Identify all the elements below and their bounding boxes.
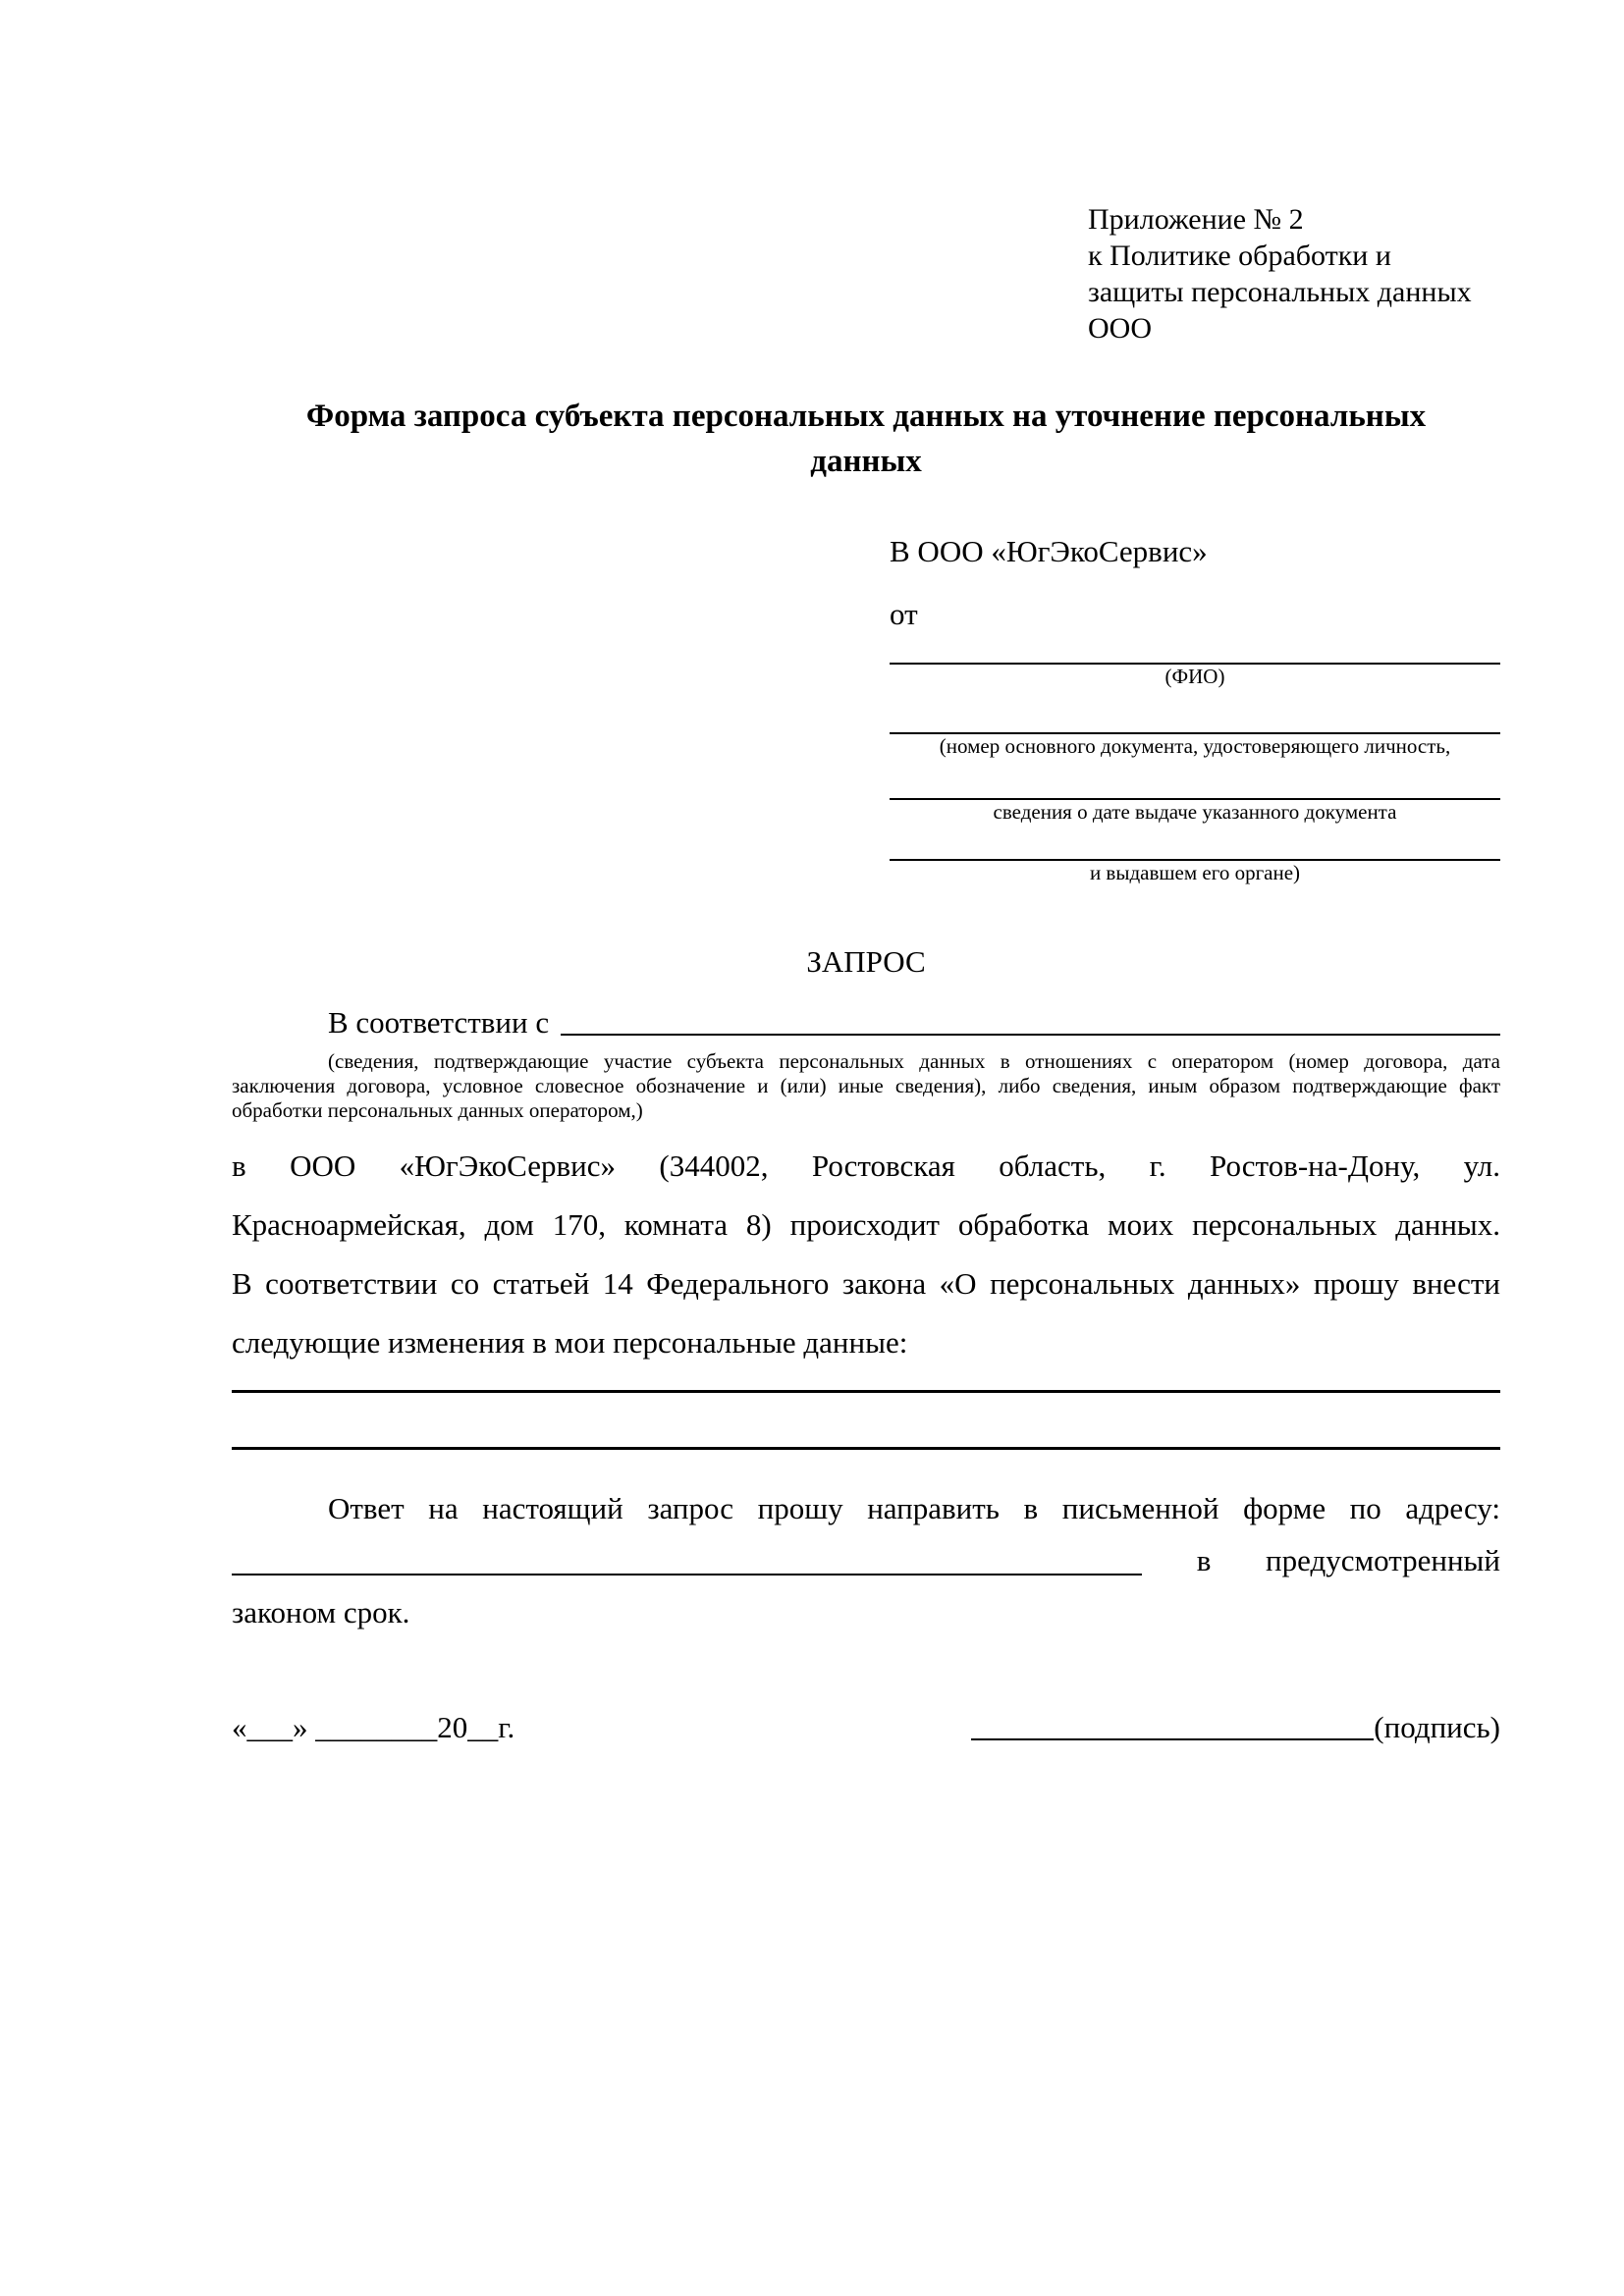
appendix-line: к Политике обработки и bbox=[1088, 240, 1391, 272]
accordance-line bbox=[232, 1004, 1500, 1041]
accordance-fill-line bbox=[561, 1034, 1500, 1036]
signature-caption: (подпись) bbox=[1374, 1710, 1500, 1744]
body-line: в ООО «ЮгЭкоСервис» (344002, Ростовская область, г. Ростов-на-Дону, ул. bbox=[232, 1148, 1500, 1183]
appendix-reference-block bbox=[1088, 201, 1500, 347]
document-number-caption: (номер основного документа, удостоверяющего личность, bbox=[939, 734, 1451, 758]
reply-word-predusmotrenny: предусмотренный bbox=[1266, 1543, 1500, 1577]
address-fill-line bbox=[232, 1574, 1142, 1575]
reply-word-v: в bbox=[1196, 1543, 1212, 1577]
document-title: Форма запроса субъекта персональных данных на уточнение персональных данных bbox=[305, 399, 1427, 479]
addressee-to: В ООО «ЮгЭкоСервис» bbox=[890, 534, 1208, 568]
body-paragraph bbox=[232, 1137, 1500, 1372]
body-line: следующие изменения в мои персональные данные: bbox=[232, 1325, 908, 1360]
reply-line-3: законом срок. bbox=[232, 1595, 410, 1629]
addressee-block bbox=[890, 533, 1500, 884]
addressee-from-label: от bbox=[890, 597, 918, 631]
accordance-caption bbox=[232, 1049, 1500, 1123]
accordance-lead: В соответствии с bbox=[328, 1005, 550, 1040]
issue-date-caption: сведения о дате выдаче указанного документа bbox=[993, 800, 1397, 824]
issuing-authority-caption: и выдавшем его органе) bbox=[1089, 861, 1301, 884]
accordance-caption-line: заключения договора, условное словесное обозначение и (или) иные сведения), либо сведения, иным образом подтверждающие факт bbox=[232, 1074, 1500, 1097]
body-line: Красноармейская, дом 170, комната 8) происходит обработка моих персональных данных. bbox=[232, 1207, 1500, 1242]
changes-fill-line-2 bbox=[232, 1393, 1500, 1450]
appendix-line: защиты персональных данных bbox=[1088, 276, 1472, 308]
signature-row bbox=[232, 1709, 1500, 1746]
changes-fill-line-1 bbox=[232, 1372, 1500, 1393]
signature-group bbox=[971, 1709, 1500, 1746]
accordance-caption-line: (сведения, подтверждающие участие субъекта персональных данных в отношениях с оператором (номер договора, дата bbox=[328, 1049, 1500, 1073]
request-heading: ЗАПРОС bbox=[806, 944, 926, 979]
accordance-caption-line: обработки персональных данных оператором,) bbox=[232, 1098, 643, 1122]
body-line: В соответствии со статьей 14 Федерального закона «О персональных данных» прошу внести bbox=[232, 1266, 1500, 1301]
fio-caption: (ФИО) bbox=[1164, 665, 1225, 688]
appendix-line: ООО bbox=[1088, 312, 1152, 345]
appendix-line: Приложение № 2 bbox=[1088, 203, 1304, 236]
reply-line-2 bbox=[232, 1538, 1500, 1583]
date-blank: «___» ________20__г. bbox=[232, 1710, 515, 1744]
signature-fill-line bbox=[971, 1738, 1374, 1740]
reply-line-1: Ответ на настоящий запрос прошу направить в письменной форме по адресу: bbox=[328, 1491, 1500, 1525]
